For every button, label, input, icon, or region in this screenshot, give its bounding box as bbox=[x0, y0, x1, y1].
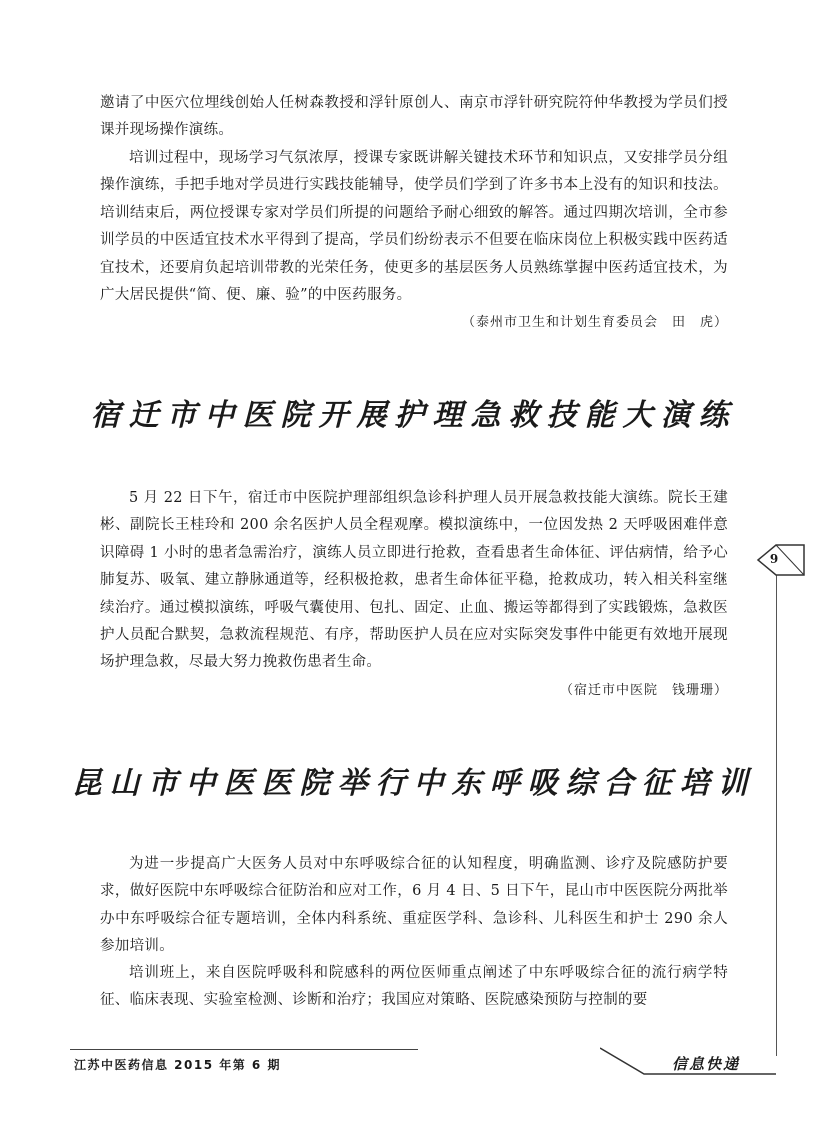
article1-paragraph-1: 邀请了中医穴位埋线创始人任树森教授和浮针原创人、南京市浮针研究院符仲华教授为学员们授课并现场操作演练。 bbox=[100, 95, 728, 139]
footer-rule bbox=[70, 1049, 418, 1050]
article1-byline: （泰州市卫生和计划生育委员会 田 虎） bbox=[461, 315, 728, 330]
article3-title: 昆山市中医医院举行中东呼吸综合征培训 bbox=[71, 766, 756, 801]
right-margin-rule bbox=[776, 548, 777, 1056]
article2-byline: （宿迁市中医院 钱珊珊） bbox=[559, 683, 728, 698]
article2-title: 宿迁市中医院开展护理急救技能大演练 bbox=[90, 398, 737, 433]
article3-paragraph-2: 培训班上，来自医院呼吸科和院感科的两位医师重点阐述了中东呼吸综合征的流行病学特征、临床表现、实验室检测、诊断和治疗；我国应对策略、医院感染预防与控制的要 bbox=[100, 965, 728, 1009]
section-label: 信息快递 bbox=[672, 1055, 741, 1073]
journal-name: 江苏中医药信息 2015 年第 6 期 bbox=[74, 1058, 281, 1072]
page-number: 9 bbox=[769, 552, 779, 566]
article1-paragraph-2: 培训过程中，现场学习气氛浓厚，授课专家既讲解关键技术环节和知识点，又安排学员分组操作演练，手把手地对学员进行实践技能辅导，使学员们学到了许多书本上没有的知识和技法。培训结束后，两位授课专家对学员们所提的问题给予耐心细致的解答。通过四期次培训，全市参训学员的中医适宜技术水平得到了提高，学员们纷纷表示不但要在临床岗位上积极实践中医药适宜技术，还要肩负起培训带教的光荣任务，使更多的基层医务人员熟练掌握中医药适宜技术，为广大居民提供“简、便、廉、验”的中医药服务。 bbox=[100, 150, 728, 304]
article2-paragraph-1: 5 月 22 日下午，宿迁市中医院护理部组织急诊科护理人员开展急救技能大演练。院长王建彬、副院长王桂玲和 200 余名医护人员全程观摩。模拟演练中，一位因发热 2 天呼吸困难伴意识障碍 1 小时的患者急需治疗，演练人员立即进行抢救，查看患者生命体征、评估病情，给予心肺复苏、吸氧、建立静脉通道等，经积极抢救，患者生命体征平稳，抢救成功，转入相关科室继续治疗。通过模拟演练，呼吸气囊使用、包扎、固定、止血、搬运等都得到了实践锻炼，急救医护人员配合默契，急救流程规范、有序，帮助医护人员在应对实际突发事件中能更有效地开展现场护理急救，尽最大努力挽救伤患者生命。 bbox=[100, 490, 728, 671]
article3-paragraph-1: 为进一步提高广大医务人员对中东呼吸综合征的认知程度，明确监测、诊疗及院感防护要求，做好医院中东呼吸综合征防治和应对工作，6 月 4 日、5 日下午，昆山市中医医院分两批举办中东呼吸综合征专题培训，全体内科系统、重症医学科、急诊科、儿科医生和护士 290 余人参加培训。 bbox=[100, 856, 728, 955]
